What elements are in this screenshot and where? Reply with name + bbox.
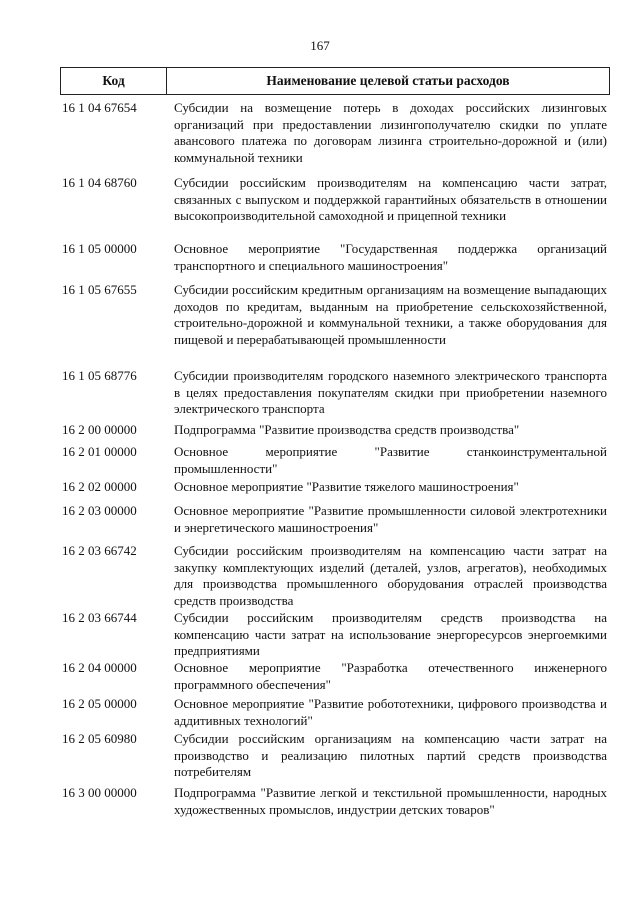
row-code: 16 1 04 68760 [62,175,137,190]
table-row [62,543,610,609]
row-code: 16 3 00 00000 [62,785,137,800]
row-name: Субсидии российским производителям средств производства на компенсацию части затрат на использование энергоресурсов энергоемкими предприятиями [174,610,607,659]
table-row [62,696,610,729]
table-row [62,444,610,477]
row-name: Подпрограмма "Развитие производства средств производства" [174,422,520,437]
table-row [62,785,610,818]
table-row [62,479,610,496]
row-code: 16 2 03 00000 [62,503,137,518]
row-code: 16 2 00 00000 [62,422,137,437]
row-name: Субсидии российским производителям на компенсацию части затрат на закупку комплектующих изделий (деталей, узлов, агрегатов), необходимых для производства промышленного оборудования отраслей производства средств производства [174,543,607,608]
row-code: 16 2 02 00000 [62,479,137,494]
row-name: Субсидии на возмещение потерь в доходах российских лизинговых организаций при предоставлении лизингополучателю скидки по уплате авансового платежа по договорам лизинга строительно-дорожной и (или) коммунальной техники [174,100,607,165]
table-row [62,282,610,348]
row-name: Основное мероприятие "Развитие промышленности силовой электротехники и энергетического машиностроения" [174,503,607,535]
table-row [62,422,610,439]
row-code: 16 1 05 68776 [62,368,137,383]
table-row [62,731,610,781]
row-code: 16 1 05 67655 [62,282,137,297]
page-number: 167 [310,38,330,53]
row-code: 16 2 04 00000 [62,660,137,675]
row-name: Основное мероприятие "Государственная поддержка организаций транспортного и специального машиностроения" [174,241,607,273]
row-name: Подпрограмма "Развитие легкой и текстильной промышленности, народных художественных промыслов, индустрии детских товаров" [174,785,607,817]
header-name: Наименование целевой статьи расходов [266,73,510,88]
row-name: Основное мероприятие "Развитие тяжелого машиностроения" [174,479,519,494]
table-row [62,610,610,660]
table-header [60,67,610,95]
row-code: 16 2 03 66742 [62,543,137,558]
row-code: 16 2 05 60980 [62,731,137,746]
row-code: 16 2 01 00000 [62,444,137,459]
table-row [62,175,610,225]
row-name: Основное мероприятие "Развитие станкоинструментальной промышленности" [174,444,607,476]
row-name: Основное мероприятие "Развитие робототехники, цифрового производства и аддитивных технологий" [174,696,607,728]
table-row [62,368,610,418]
row-code: 16 1 04 67654 [62,100,137,115]
row-name: Субсидии производителям городского наземного электрического транспорта в целях предоставления покупателям скидки при приобретении наземного электрического транспорта [174,368,607,417]
table-row [62,660,610,693]
table-row [62,241,610,274]
table-row [62,503,610,536]
row-name: Субсидии российским организациям на компенсацию части затрат на производство и реализацию пилотных партий средств производства потребителям [174,731,607,780]
header-code: Код [61,68,167,94]
table-row [62,100,610,166]
row-code: 16 1 05 00000 [62,241,137,256]
row-name: Субсидии российским производителям на компенсацию части затрат, связанных с выпуском и поддержкой гарантийных обязательств в отношении высокопроизводительной самоходной и прицепной техники [174,175,607,224]
row-code: 16 2 03 66744 [62,610,137,625]
row-code: 16 2 05 00000 [62,696,137,711]
row-name: Основное мероприятие "Разработка отечественного инженерного программного обеспечения" [174,660,607,692]
row-name: Субсидии российским кредитным организациям на возмещение выпадающих доходов по кредитам, выданным на приобретение сельскохозяйственной, строительно-дорожной и коммунальной техники, а также оборудования для пищевой и перерабатывающей промышленности [174,282,607,347]
